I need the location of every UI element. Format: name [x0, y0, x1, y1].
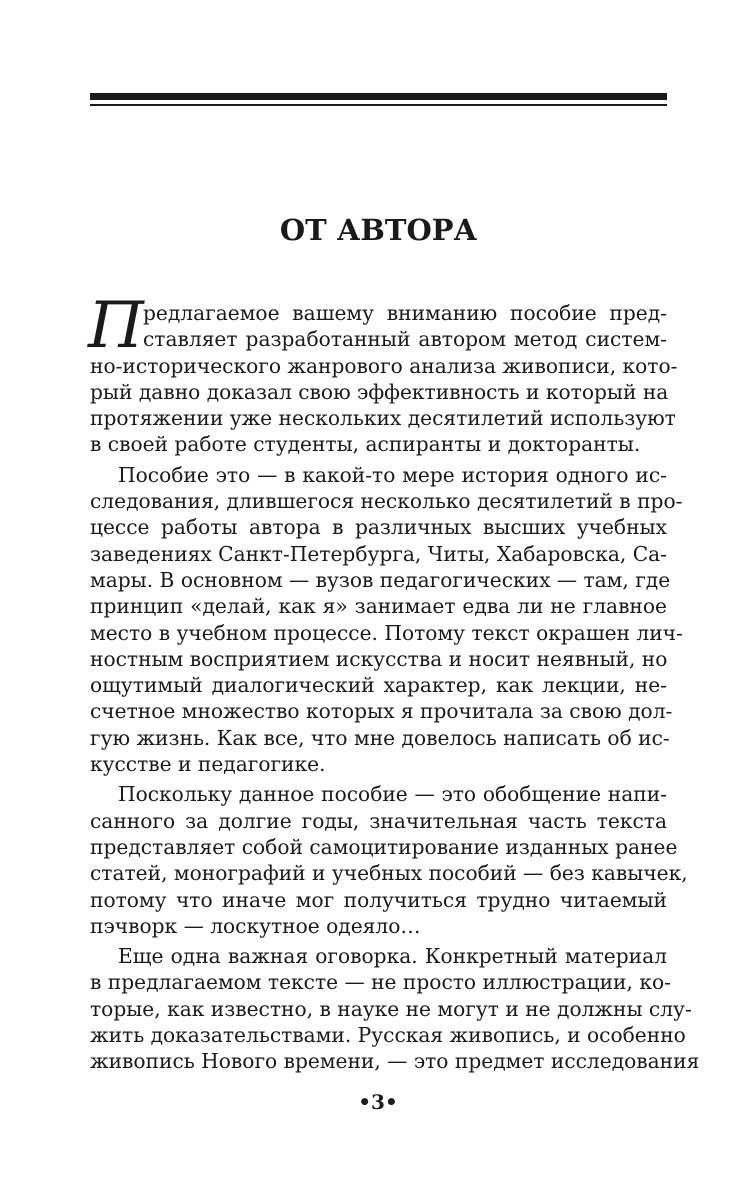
text-line: следования, длившегося несколько десятилетий в про- [90, 489, 683, 514]
text-line: статей, монографий и учебных пособий — без кавычек, [90, 861, 688, 886]
text-line: санного за долгие годы, значительная часть текста [90, 808, 667, 833]
drop-cap-letter: П [88, 289, 144, 363]
text-line: Поскольку данное пособие — это обобщение напи- [118, 782, 667, 807]
text-line: кусстве и педагогике. [90, 752, 326, 777]
text-line: гую жизнь. Как все, что мне довелось написать об ис- [90, 725, 670, 750]
text-line: потому что иначе мог получиться трудно читаемый [90, 887, 667, 912]
text-line: счетное множество которых я прочитала за свою дол- [90, 699, 673, 724]
text-line: ностным восприятием искусства и носит неявный, но [90, 646, 668, 671]
header-rule-thick [90, 93, 667, 100]
text-line: жить доказательствами. Русская живопись, и особенно [90, 1023, 686, 1048]
body-text [90, 300, 700, 1075]
text-line: заведениях Санкт-Петербурга, Читы, Хабаровска, Са- [90, 541, 667, 566]
paragraph [90, 781, 688, 939]
text-line: мары. В основном — вузов педагогических — там, где [90, 567, 671, 592]
text-line: принцип «делай, как я» занимает едва ли не главное [90, 594, 667, 619]
text-line: ставляет разработанный автором метод систем- [143, 327, 667, 352]
text-line: в предлагаемом тексте — не просто иллюстрации, ко- [90, 970, 671, 995]
header-rule-thin [90, 104, 667, 106]
paragraph [90, 462, 683, 778]
paragraph [90, 300, 678, 458]
paragraph [90, 943, 700, 1074]
text-line: рый давно доказал свою эффективность и который на [90, 379, 669, 404]
text-line: Пособие это — в какой-то мере история одного ис- [118, 462, 667, 487]
text-line: торые, как известно, в науке не могут и не должны слу- [90, 996, 692, 1021]
text-line: живопись Нового времени, — это предмет исследования [90, 1049, 700, 1074]
text-line: представляет собой самоцитирование изданных ранее [90, 834, 678, 859]
text-line: но-исторического жанрового анализа живописи, кото- [90, 353, 678, 378]
text-line: в своей работе студенты, аспиранты и докторанты. [90, 432, 641, 457]
text-line: Еще одна важная оговорка. Конкретный материал [118, 944, 667, 969]
text-line: место в учебном процессе. Потому текст окрашен лич- [90, 620, 683, 645]
page-number: •3• [358, 1090, 398, 1114]
text-line: цессе работы автора в различных высших учебных [90, 515, 667, 540]
text-line: ощутимый диалогический характер, как лекции, не- [90, 673, 667, 698]
text-line: пэчворк — лоскутное одеяло… [90, 913, 421, 938]
chapter-title: ОТ АВТОРА [279, 213, 478, 247]
text-line: редлагаемое вашему вниманию пособие пред- [143, 301, 667, 325]
text-line: протяжении уже нескольких десятилетий используют [90, 406, 676, 431]
